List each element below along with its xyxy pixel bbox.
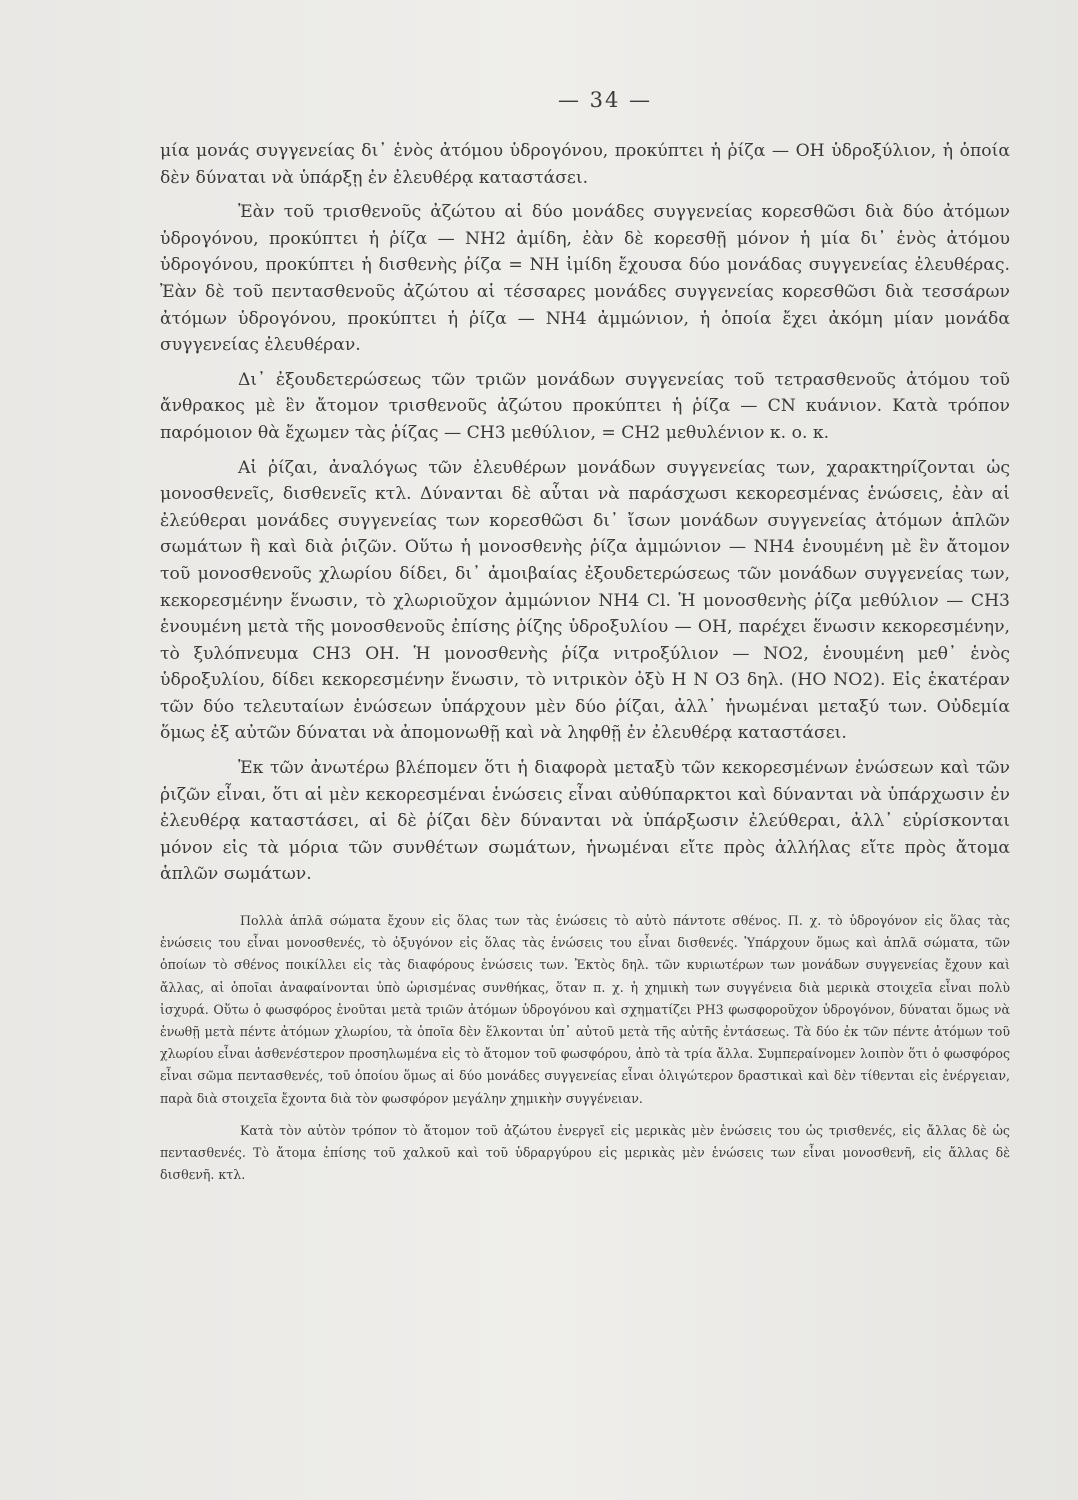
note-paragraph-1: Πολλὰ ἁπλᾶ σώματα ἔχουν εἰς ὅλας των τὰς ἑνώσεις τὸ αὐτὸ πάντοτε σθένος. Π. χ. τὸ ὑδρογόνον εἰς ὅλας τὰς ἑνώσεις του εἶναι μονοσθενές, τὸ ὀξυγόνον εἰς ὅλας τὰς ἑνώσεις του εἶναι δισθενές. Ὑπάρχουν ὅμως καὶ ἁπλᾶ σώματα, τῶν ὁποίων τὸ σθένος ποικίλλει εἰς τὰς διαφόρους ἑνώσεις των. Ἐκτὸς δηλ. τῶν κυριωτέρων των μονάδων συγγενείας ἔχουν καὶ ἄλλας, αἱ ὁποῖαι ἀναφαίνονται ὑπὸ ὡρισμένας συνθήκας, ὅταν π. χ. ἡ χημικὴ των συγγένεια διὰ μερικὰ στοιχεῖα εἶναι πολὺ ἰσχυρά. Οὕτω ὁ φωσφόρος ἑνοῦται μετὰ τριῶν ἀτόμων ὑδρογόνου καὶ σχηματίζει PH3 φωσφοροῦχον ὑδρογόνον, δύναται ὅμως νὰ ἑνωθῇ μετὰ πέντε ἀτόμων χλωρίου, τὰ ὁποῖα δὲν ἕλκονται ὑπ᾽ αὐτοῦ μετὰ τῆς αὐτῆς ἐντάσεως. Τὰ δύο ἐκ τῶν πέντε ἀτόμων τοῦ χλωρίου εἶναι ἀσθενέστερον προσηλωμένα εἰς τὸ ἄτομον τοῦ φωσφόρου, ἀπὸ τὰ τρία ἄλλα. Συμπεραίνομεν λοιπὸν ὅτι ὁ φωσφόρος εἶναι σῶμα πεντασθενές, τοῦ ὁποίου ὅμως αἱ δύο μονάδες συγγενείας εἶναι ὀλιγώτερον δραστικαὶ καὶ δὲν τίθενται εἰς ἐνέργειαν, παρὰ διὰ στοιχεῖα ἔχοντα διὰ τὸν φωσφόρον μεγάλην χημικὴν συγγένειαν. (160, 913, 1010, 1106)
paragraph-5: Ἐκ τῶν ἀνωτέρω βλέπομεν ὅτι ἡ διαφορὰ μεταξὺ τῶν κεκορεσμένων ἑνώσεων καὶ τῶν ῥιζῶν εἶναι, ὅτι αἱ μὲν κεκορεσμέναι ἑνώσεις εἶναι αὐθύπαρκτοι καὶ δύνανται νὰ ὑπάρχωσιν ἐν ἐλευθέρᾳ καταστάσει, αἱ δὲ ῥίζαι δὲν δύνανται νὰ ὑπάρξωσιν ἐλεύθεραι, ἀλλ᾽ εὑρίσκονται μόνον εἰς τὰ μόρια τῶν συνθέτων σωμάτων, ἡνωμέναι εἴτε πρὸς ἀλλήλας εἴτε πρὸς ἄτομα ἁπλῶν σωμάτων. (160, 758, 1010, 885)
paragraph-2: Ἐὰν τοῦ τρισθενοῦς ἀζώτου αἱ δύο μονάδες συγγενείας κορεσθῶσι διὰ δύο ἀτόμων ὑδρογόνου, προκύπτει ἡ ῥίζα — ΝΗ2 ἀμίδη, ἐὰν δὲ κορεσθῇ μόνον ἡ μία δι᾽ ἑνὸς ἀτόμου ὑδρογόνου, προκύπτει ἡ δισθενὴς ῥίζα = ΝΗ ἰμίδη ἔχουσα δύο μονάδας συγγενείας ἐλευθέρας. Ἐὰν δὲ τοῦ πεντασθενοῦς ἀζώτου αἱ τέσσαρες μονάδες συγγενείας κορεσθῶσι διὰ τεσσάρων ἀτόμων ὑδρογόνου, προκύπτει ἡ ῥίζα — ΝΗ4 ἀμμώνιον, ἡ ὁποία ἔχει ἀκόμη μίαν μονάδα συγγενείας ἐλευθέραν. (160, 202, 1010, 356)
page-number: — 34 — (557, 88, 653, 112)
footnote-block (160, 910, 1010, 1186)
paragraph-3: Δι᾽ ἐξουδετερώσεως τῶν τριῶν μονάδων συγγενείας τοῦ τετρασθενοῦς ἀτόμου τοῦ ἄνθρακος μὲ ἓν ἄτομον τρισθενοῦς ἀζώτου προκύπτει ἡ ῥίζα — CN κυάνιον. Κατὰ τρόπον παρόμοιον θὰ ἔχωμεν τὰς ῥίζας — CH3 μεθύλιον, = CH2 μεθυλένιον κ. ο. κ. (160, 369, 1010, 443)
paragraph-1: μία μονάς συγγενείας δι᾽ ἑνὸς ἀτόμου ὑδρογόνου, προκύπτει ἡ ῥίζα — ΟΗ ὑδροξύλιον, ἡ ὁποία δὲν δύναται νὰ ὑπάρξῃ ἐν ἐλευθέρᾳ καταστάσει. (160, 141, 1010, 188)
main-text (160, 138, 1010, 888)
note-paragraph-2: Κατὰ τὸν αὐτὸν τρόπον τὸ ἄτομον τοῦ ἀζώτου ἐνεργεῖ εἰς μερικὰς μὲν ἑνώσεις του ὡς τρισθενές, εἰς ἄλλας δὲ ὡς πεντασθενές. Τὸ ἄτομα ἐπίσης τοῦ χαλκοῦ καὶ τοῦ ὑδραργύρου εἰς μερικὰς μὲν ἑνώσεις των εἶναι μονοσθενῆ, εἰς ἄλλας δὲ δισθενῆ. κτλ. (160, 1122, 1010, 1183)
paragraph-4: Αἱ ῥίζαι, ἀναλόγως τῶν ἐλευθέρων μονάδων συγγενείας των, χαρακτηρίζονται ὡς μονοσθενεῖς, δισθενεῖς κτλ. Δύνανται δὲ αὗται νὰ παράσχωσι κεκορεσμένας ἑνώσεις, ἐὰν αἱ ἐλεύθεραι μονάδες συγγενείας των κορεσθῶσι δι᾽ ἴσων μονάδων συγγενείας ἀτόμων ἁπλῶν σωμάτων ἢ καὶ διὰ ῥιζῶν. Οὕτω ἡ μονοσθενὴς ῥίζα ἀμμώνιον — ΝΗ4 ἑνουμένη μὲ ἓν ἄτομον τοῦ μονοσθενοῦς χλωρίου δίδει, δι᾽ ἀμοιβαίας ἐξουδετερώσεως τῶν μονάδων συγγενείας των, κεκορεσμένην ἕνωσιν, τὸ χλωριοῦχον ἀμμώνιον ΝΗ4 Cl. Ἡ μονοσθενὴς ῥίζα μεθύλιον — CH3 ἑνουμένη μετὰ τῆς μονοσθενοῦς ἐπίσης ῥίζης ὑδροξυλίου — ΟΗ, παρέχει ἕνωσιν κεκορεσμένην, τὸ ξυλόπνευμα CH3 OH. Ἡ μονοσθενὴς ῥίζα νιτροξύλιον — ΝΟ2, ἑνουμένη μεθ᾽ ἑνὸς ὑδροξυλίου, δίδει κεκορεσμένην ἕνωσιν, τὸ νιτρικὸν ὀξὺ H N O3 δηλ. (HO NO2). Εἰς ἑκατέραν τῶν δύο τελευταίων ἑνώσεων ὑπάρχουν μὲν δύο ῥίζαι, ἀλλ᾽ ἡνωμέναι μεταξύ των. Οὐδεμία ὅμως ἐξ αὐτῶν δύναται νὰ ἀπομονωθῇ καὶ νὰ ληφθῇ ἐν ἐλευθέρᾳ καταστάσει. (160, 457, 1010, 744)
